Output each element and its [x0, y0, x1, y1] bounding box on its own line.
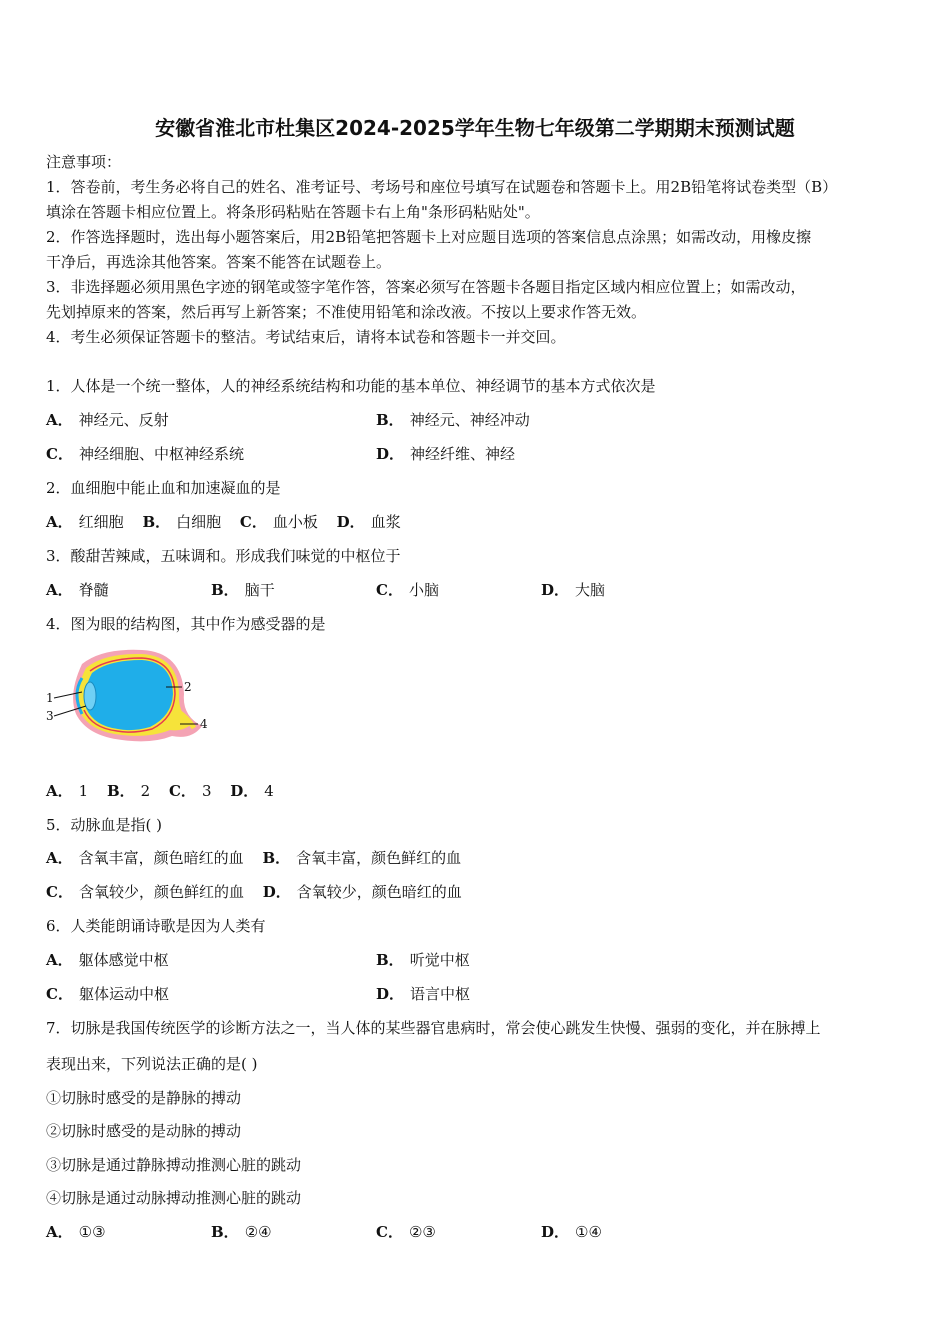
option-label: D． — [376, 445, 405, 463]
option-label: A． — [46, 581, 73, 599]
q5-option-c — [46, 883, 244, 901]
option-text: ①④ — [575, 1223, 602, 1241]
notice-line: 填涂在答题卡相应位置上。将条形码粘贴在答题卡右上角"条形码粘贴处"。 — [46, 203, 540, 221]
option-label: C． — [168, 782, 196, 800]
q2-option-d — [337, 513, 401, 531]
option-label: B． — [211, 581, 239, 599]
option-label: C． — [239, 513, 267, 531]
q6-option-b — [376, 950, 470, 970]
option-label: B． — [106, 782, 135, 800]
q7-statement: ②切脉时感受的是动脉的搏动 — [46, 1122, 242, 1140]
vitreous-body — [85, 660, 173, 730]
q2-options — [46, 512, 415, 532]
question-3-stem: 3．酸甜苦辣咸，五味调和。形成我们味觉的中枢位于 — [46, 547, 401, 565]
option-text: 语言中枢 — [410, 985, 471, 1003]
option-label: B． — [211, 1223, 239, 1241]
q7-option-c — [376, 1222, 436, 1242]
q5-option-a — [46, 849, 244, 867]
q4-options — [46, 781, 288, 801]
q4-option-b — [107, 782, 150, 800]
option-label: A． — [46, 1223, 73, 1241]
notice-line: 1．答卷前，考生务必将自己的姓名、准考证号、考场号和座位号填写在试题卷和答题卡上。用2B铅笔将试卷类型（B） — [46, 178, 838, 196]
option-text: 2 — [140, 782, 151, 800]
question-6-stem: 6．人类能朗诵诗歌是因为人类有 — [46, 917, 266, 935]
option-label: A． — [46, 513, 73, 531]
option-label: A． — [46, 849, 73, 867]
option-label: D． — [336, 513, 365, 531]
q7-statement: ④切脉是通过动脉搏动推测心脏的跳动 — [46, 1189, 302, 1207]
q7-option-a — [46, 1222, 106, 1242]
option-text: 脑干 — [244, 581, 275, 599]
q6-option-d — [376, 984, 470, 1004]
option-text: 神经纤维、神经 — [410, 445, 516, 463]
option-text: 脊髓 — [78, 581, 109, 599]
option-label: A． — [46, 951, 73, 969]
question-2-stem: 2．血细胞中能止血和加速凝血的是 — [46, 479, 281, 497]
notice-heading: 注意事项： — [46, 153, 122, 171]
figure-label-3: 3 — [46, 709, 54, 723]
option-text: ②④ — [244, 1223, 272, 1241]
q4-option-d — [230, 782, 274, 800]
option-text: 神经元、反射 — [78, 411, 169, 429]
option-text: 神经细胞、中枢神经系统 — [78, 445, 244, 463]
q1-option-c — [46, 444, 244, 464]
option-text: 含氧较少，颜色鲜红的血 — [78, 883, 244, 901]
q6-option-c — [46, 984, 169, 1004]
figure-label-4: 4 — [200, 717, 208, 731]
option-text: 含氧丰富，颜色暗红的血 — [78, 849, 244, 867]
option-label: D． — [376, 985, 405, 1003]
option-label: C． — [376, 1223, 403, 1241]
figure-label-2: 2 — [184, 680, 192, 694]
option-label: C． — [46, 445, 73, 463]
option-label: B． — [262, 849, 291, 867]
notice-line: 4．考生必须保证答题卡的整洁。考试结束后，请将本试卷和答题卡一并交回。 — [46, 328, 566, 346]
q4-option-a — [46, 782, 88, 800]
option-text: 听觉中枢 — [409, 951, 470, 969]
option-label: D． — [262, 883, 291, 901]
question-4-stem: 4．图为眼的结构图，其中作为感受器的是 — [46, 615, 326, 633]
question-7-stem-line2: 表现出来，下列说法正确的是( ) — [46, 1055, 258, 1073]
question-7-stem-line1: 7．切脉是我国传统医学的诊断方法之一，当人体的某些器官患病时，常会使心跳发生快慢、强弱的变化，并在脉搏上 — [46, 1019, 821, 1037]
option-text: 躯体运动中枢 — [78, 985, 169, 1003]
option-text: 3 — [201, 782, 212, 800]
notice-line: 2．作答选择题时，选出每小题答案后，用2B铅笔把答题卡上对应题目选项的答案信息点涂黑；如需改动，用橡皮擦 — [46, 228, 812, 246]
option-label: C． — [376, 581, 403, 599]
option-label: A． — [46, 411, 73, 429]
option-text: 红细胞 — [78, 513, 124, 531]
option-text: ①③ — [78, 1223, 106, 1241]
q3-option-a — [46, 580, 109, 600]
q1-option-b — [376, 410, 530, 430]
question-5-stem: 5．动脉血是指( ) — [46, 816, 163, 834]
q4-option-c — [169, 782, 212, 800]
q5-options-row2 — [46, 882, 476, 902]
q5-option-d — [263, 883, 462, 901]
q7-option-b — [211, 1222, 272, 1242]
q2-option-b — [142, 513, 221, 531]
option-text: 含氧丰富，颜色鲜红的血 — [296, 849, 462, 867]
option-text: 1 — [78, 782, 89, 800]
option-label: C． — [46, 985, 73, 1003]
notice-line: 先划掉原来的答案，然后再写上新答案；不准使用铅笔和涂改液。不按以上要求作答无效。 — [46, 303, 647, 321]
q7-statement: ①切脉时感受的是静脉的搏动 — [46, 1089, 242, 1107]
option-text: 躯体感觉中枢 — [78, 951, 169, 969]
q1-option-d — [376, 444, 515, 464]
option-label: B． — [376, 411, 404, 429]
option-label: D． — [230, 782, 259, 800]
option-text: 血小板 — [272, 513, 318, 531]
option-label: C． — [46, 883, 73, 901]
notice-line: 3．非选择题必须用黑色字迹的钢笔或签字笔作答，答案必须写在答题卡各题目指定区域内相应位置上；如需改动， — [46, 278, 806, 296]
q3-option-d — [541, 580, 605, 600]
option-text: 含氧较少，颜色暗红的血 — [296, 883, 462, 901]
page-title: 安徽省淮北市杜集区2024-2025学年生物七年级第二学期期末预测试题 — [155, 116, 795, 140]
q1-option-a — [46, 410, 169, 430]
q6-option-a — [46, 950, 169, 970]
option-label: B． — [376, 951, 404, 969]
option-text: 小脑 — [408, 581, 439, 599]
option-label: B． — [142, 513, 171, 531]
q3-option-c — [376, 580, 439, 600]
option-text: 4 — [264, 782, 274, 800]
option-label: D． — [541, 581, 570, 599]
q5-option-b — [262, 849, 461, 867]
q2-option-a — [46, 513, 124, 531]
option-label: D． — [541, 1223, 570, 1241]
q2-option-c — [240, 513, 318, 531]
option-text: ②③ — [408, 1223, 436, 1241]
question-1-stem: 1．人体是一个统一整体，人的神经系统结构和功能的基本单位、神经调节的基本方式依次是 — [46, 377, 656, 395]
option-text: 大脑 — [575, 581, 606, 599]
figure-label-1: 1 — [46, 691, 54, 705]
q5-options-row1 — [46, 848, 475, 868]
q7-option-d — [541, 1222, 602, 1242]
option-text: 白细胞 — [176, 513, 222, 531]
notice-line: 干净后，再选涂其他答案。答案不能答在试题卷上。 — [46, 253, 392, 271]
q3-option-b — [211, 580, 275, 600]
eye-structure-diagram — [42, 644, 212, 744]
option-label: A． — [46, 782, 73, 800]
option-text: 神经元、神经冲动 — [409, 411, 530, 429]
option-text: 血浆 — [370, 513, 401, 531]
q7-statement: ③切脉是通过静脉搏动推测心脏的跳动 — [46, 1156, 302, 1174]
